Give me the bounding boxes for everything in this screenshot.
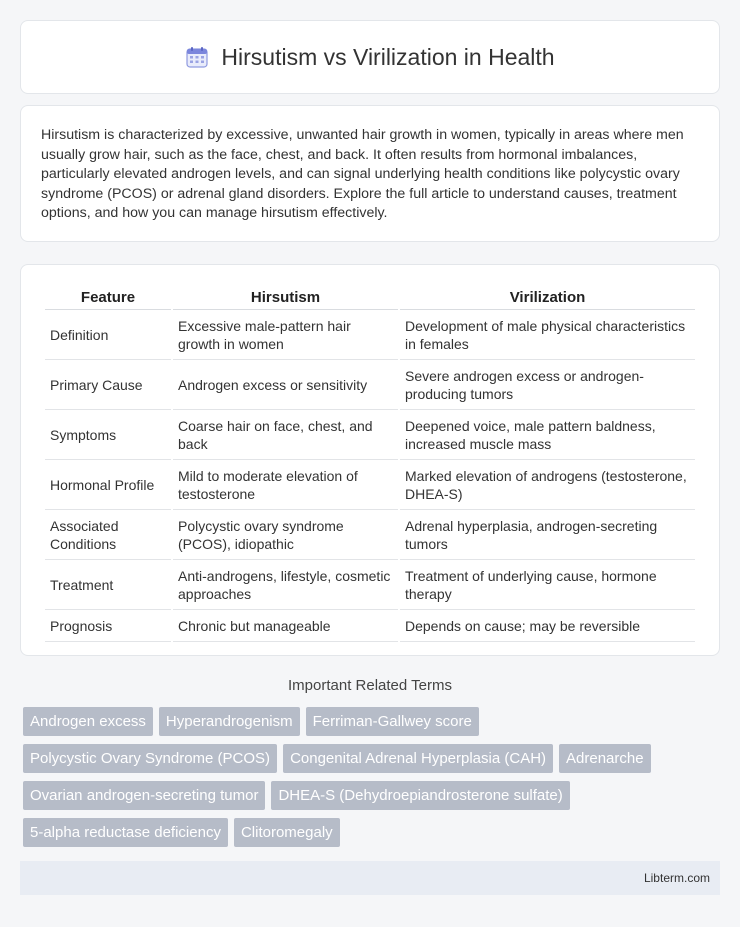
table-cell: Androgen excess or sensitivity — [173, 360, 398, 410]
table-cell: Treatment — [45, 560, 171, 610]
related-term-tag[interactable]: Androgen excess — [23, 707, 153, 736]
footer — [20, 861, 720, 895]
table-row — [45, 560, 695, 610]
related-term-tag[interactable]: Ovarian androgen-secreting tumor — [23, 781, 265, 810]
table-cell: Mild to moderate elevation of testosterone — [173, 460, 398, 510]
table-cell: Adrenal hyperplasia, androgen-secreting tumors — [400, 510, 695, 560]
table-cell: Primary Cause — [45, 360, 171, 410]
related-terms-list — [0, 707, 740, 847]
table-cell: Prognosis — [45, 610, 171, 642]
related-term-tag[interactable]: Ferriman-Gallwey score — [306, 707, 479, 736]
table-cell: Excessive male-pattern hair growth in women — [173, 310, 398, 360]
table-row — [45, 360, 695, 410]
header-hirsutism: Hirsutism — [173, 285, 398, 310]
table-row — [45, 410, 695, 460]
table-row — [45, 510, 695, 560]
related-term-tag[interactable]: 5-alpha reductase deficiency — [23, 818, 228, 847]
table-cell: Definition — [45, 310, 171, 360]
table-header-row — [45, 285, 695, 310]
header-virilization: Virilization — [400, 285, 695, 310]
calendar-icon — [185, 45, 209, 69]
table-cell: Development of male physical characteristics in females — [400, 310, 695, 360]
table-cell: Deepened voice, male pattern baldness, increased muscle mass — [400, 410, 695, 460]
comparison-table — [43, 285, 697, 642]
intro-text: Hirsutism is characterized by excessive, unwanted hair growth in women, typically in areas where men usually grow hair, such as the face, chest, and back. It often results from hormonal imbalances, particularly elevated androgen levels, and can signal underlying health conditions like polycystic ovary syndrome (PCOS) or adrenal gland disorders. Explore the full article to understand causes, treatment options, and how you can manage hirsutism effectively. — [41, 127, 684, 221]
related-term-tag[interactable]: Polycystic Ovary Syndrome (PCOS) — [23, 744, 277, 773]
table-row — [45, 310, 695, 360]
table-cell: Chronic but manageable — [173, 610, 398, 642]
intro-card — [20, 105, 720, 242]
table-cell: Anti-androgens, lifestyle, cosmetic approaches — [173, 560, 398, 610]
page-title: Hirsutism vs Virilization in Health — [221, 43, 555, 70]
related-term-tag[interactable]: Congenital Adrenal Hyperplasia (CAH) — [283, 744, 553, 773]
table-cell: Depends on cause; may be reversible — [400, 610, 695, 642]
related-term-tag[interactable]: Hyperandrogenism — [159, 707, 300, 736]
related-term-tag[interactable]: Clitoromegaly — [234, 818, 340, 847]
table-cell: Polycystic ovary syndrome (PCOS), idiopathic — [173, 510, 398, 560]
table-cell: Marked elevation of androgens (testosterone, DHEA-S) — [400, 460, 695, 510]
table-cell: Treatment of underlying cause, hormone therapy — [400, 560, 695, 610]
table-cell: Severe androgen excess or androgen-producing tumors — [400, 360, 695, 410]
related-term-tag[interactable]: DHEA-S (Dehydroepiandrosterone sulfate) — [271, 781, 569, 810]
table-cell: Associated Conditions — [45, 510, 171, 560]
table-cell: Symptoms — [45, 410, 171, 460]
table-cell: Hormonal Profile — [45, 460, 171, 510]
title-card — [20, 20, 720, 94]
header-feature: Feature — [45, 285, 171, 310]
table-row — [45, 610, 695, 642]
table-cell: Coarse hair on face, chest, and back — [173, 410, 398, 460]
table-row — [45, 460, 695, 510]
related-term-tag[interactable]: Adrenarche — [559, 744, 651, 773]
footer-site-link[interactable]: Libterm.com — [643, 871, 710, 885]
related-terms-title: Important Related Terms — [288, 677, 452, 694]
comparison-card — [20, 264, 720, 656]
